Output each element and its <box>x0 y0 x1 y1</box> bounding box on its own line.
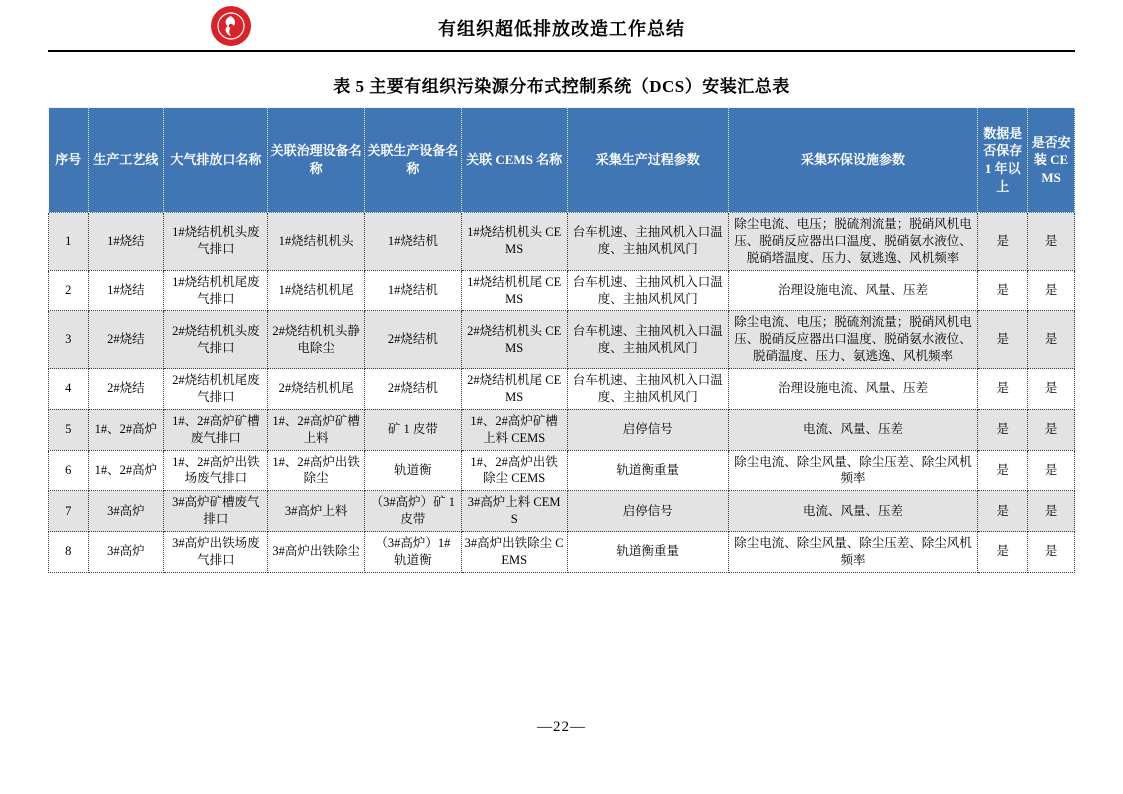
cell-has-cems: 是 <box>1028 369 1075 410</box>
company-logo-icon <box>211 6 251 46</box>
cell-production-line: 1#烧结 <box>88 213 164 271</box>
cell-treatment-equipment: 1#、2#高炉出铁除尘 <box>268 450 365 491</box>
cell-production-equipment: 轨道衡 <box>364 450 461 491</box>
cell-data-retention: 是 <box>978 270 1028 311</box>
cell-production-equipment: 1#烧结机 <box>364 213 461 271</box>
cell-no: 2 <box>49 270 89 311</box>
cell-production-equipment: 1#烧结机 <box>364 270 461 311</box>
cell-treatment-equipment: 1#烧结机机头 <box>268 213 365 271</box>
column-header-data-retention: 数据是否保存 1 年以上 <box>978 108 1028 213</box>
cell-cems-name: 3#高炉上料 CEMS <box>461 491 567 532</box>
cell-has-cems: 是 <box>1028 409 1075 450</box>
cell-cems-name: 1#、2#高炉矿槽上料 CEMS <box>461 409 567 450</box>
cell-has-cems: 是 <box>1028 450 1075 491</box>
cell-treatment-equipment: 2#烧结机机头静电除尘 <box>268 311 365 369</box>
cell-cems-name: 1#烧结机机头 CEMS <box>461 213 567 271</box>
cell-treatment-equipment: 2#烧结机机尾 <box>268 369 365 410</box>
cell-has-cems: 是 <box>1028 213 1075 271</box>
cell-outlet-name: 1#、2#高炉出铁场废气排口 <box>164 450 268 491</box>
cell-env-params: 除尘电流、除尘风量、除尘压差、除尘风机频率 <box>728 450 977 491</box>
cell-has-cems: 是 <box>1028 491 1075 532</box>
cell-env-params: 治理设施电流、风量、压差 <box>728 270 977 311</box>
cell-env-params: 治理设施电流、风量、压差 <box>728 369 977 410</box>
cell-env-params: 除尘电流、除尘风量、除尘压差、除尘风机频率 <box>728 532 977 573</box>
cell-production-line: 2#烧结 <box>88 369 164 410</box>
column-header-cems-name: 关联 CEMS 名称 <box>461 108 567 213</box>
cell-outlet-name: 3#高炉出铁场废气排口 <box>164 532 268 573</box>
cell-outlet-name: 2#烧结机机尾废气排口 <box>164 369 268 410</box>
cell-data-retention: 是 <box>978 409 1028 450</box>
cell-treatment-equipment: 3#高炉出铁除尘 <box>268 532 365 573</box>
page-header <box>48 0 1075 56</box>
dcs-summary-table <box>48 107 1075 573</box>
cell-treatment-equipment: 1#、2#高炉矿槽上料 <box>268 409 365 450</box>
column-header-process-params: 采集生产过程参数 <box>567 108 728 213</box>
cell-cems-name: 2#烧结机机头 CEMS <box>461 311 567 369</box>
cell-data-retention: 是 <box>978 213 1028 271</box>
column-header-treatment-equipment: 关联治理设备名称 <box>268 108 365 213</box>
header-divider <box>48 50 1075 52</box>
cell-outlet-name: 3#高炉矿槽废气排口 <box>164 491 268 532</box>
table-row <box>49 532 1075 573</box>
cell-production-equipment: 矿 1 皮带 <box>364 409 461 450</box>
cell-no: 4 <box>49 369 89 410</box>
cell-production-line: 1#、2#高炉 <box>88 450 164 491</box>
cell-env-params: 电流、风量、压差 <box>728 491 977 532</box>
cell-outlet-name: 1#、2#高炉矿槽废气排口 <box>164 409 268 450</box>
cell-process-params: 轨道衡重量 <box>567 450 728 491</box>
cell-env-params: 电流、风量、压差 <box>728 409 977 450</box>
cell-no: 7 <box>49 491 89 532</box>
cell-cems-name: 2#烧结机机尾 CEMS <box>461 369 567 410</box>
cell-no: 8 <box>49 532 89 573</box>
cell-process-params: 台车机速、主抽风机入口温度、主抽风机风门 <box>567 369 728 410</box>
table-header-row <box>49 108 1075 213</box>
cell-cems-name: 3#高炉出铁除尘 CEMS <box>461 532 567 573</box>
table-caption: 表 5 主要有组织污染源分布式控制系统（DCS）安装汇总表 <box>333 77 790 96</box>
cell-production-equipment: 2#烧结机 <box>364 311 461 369</box>
cell-data-retention: 是 <box>978 532 1028 573</box>
column-header-has-cems: 是否安装 CEMS <box>1028 108 1075 213</box>
column-header-production-line: 生产工艺线 <box>88 108 164 213</box>
cell-production-line: 2#烧结 <box>88 311 164 369</box>
cell-cems-name: 1#烧结机机尾 CEMS <box>461 270 567 311</box>
cell-data-retention: 是 <box>978 311 1028 369</box>
cell-env-params: 除尘电流、电压；脱硫剂流量；脱硝风机电压、脱硝反应器出口温度、脱硝氨水液位、脱硝塔温度、压力、氨逃逸、风机频率 <box>728 213 977 271</box>
cell-treatment-equipment: 3#高炉上料 <box>268 491 365 532</box>
cell-env-params: 除尘电流、电压；脱硫剂流量；脱硝风机电压、脱硝反应器出口温度、脱硝氨水液位、脱硝温度、压力、氨逃逸、风机频率 <box>728 311 977 369</box>
page-number: —22— <box>537 719 586 735</box>
cell-production-line: 3#高炉 <box>88 532 164 573</box>
cell-has-cems: 是 <box>1028 532 1075 573</box>
cell-no: 3 <box>49 311 89 369</box>
table-row <box>49 491 1075 532</box>
cell-data-retention: 是 <box>978 369 1028 410</box>
cell-production-equipment: （3#高炉）矿 1 皮带 <box>364 491 461 532</box>
cell-data-retention: 是 <box>978 450 1028 491</box>
header-title: 有组织超低排放改造工作总结 <box>438 19 685 39</box>
table-row <box>49 409 1075 450</box>
cell-outlet-name: 1#烧结机机尾废气排口 <box>164 270 268 311</box>
table-row <box>49 213 1075 271</box>
cell-has-cems: 是 <box>1028 270 1075 311</box>
column-header-env-params: 采集环保设施参数 <box>728 108 977 213</box>
cell-data-retention: 是 <box>978 491 1028 532</box>
table-row <box>49 270 1075 311</box>
cell-outlet-name: 2#烧结机机头废气排口 <box>164 311 268 369</box>
column-header-outlet-name: 大气排放口名称 <box>164 108 268 213</box>
cell-process-params: 启停信号 <box>567 409 728 450</box>
cell-process-params: 启停信号 <box>567 491 728 532</box>
cell-outlet-name: 1#烧结机机头废气排口 <box>164 213 268 271</box>
column-header-no: 序号 <box>49 108 89 213</box>
cell-production-line: 1#烧结 <box>88 270 164 311</box>
cell-production-equipment: 2#烧结机 <box>364 369 461 410</box>
cell-production-line: 1#、2#高炉 <box>88 409 164 450</box>
cell-no: 5 <box>49 409 89 450</box>
column-header-production-equipment: 关联生产设备名称 <box>364 108 461 213</box>
cell-process-params: 台车机速、主抽风机入口温度、主抽风机风门 <box>567 270 728 311</box>
cell-no: 1 <box>49 213 89 271</box>
table-row <box>49 369 1075 410</box>
cell-process-params: 台车机速、主抽风机入口温度、主抽风机风门 <box>567 311 728 369</box>
cell-production-equipment: （3#高炉）1# 轨道衡 <box>364 532 461 573</box>
table-row <box>49 450 1075 491</box>
cell-cems-name: 1#、2#高炉出铁除尘 CEMS <box>461 450 567 491</box>
cell-treatment-equipment: 1#烧结机机尾 <box>268 270 365 311</box>
cell-process-params: 轨道衡重量 <box>567 532 728 573</box>
cell-production-line: 3#高炉 <box>88 491 164 532</box>
cell-no: 6 <box>49 450 89 491</box>
cell-process-params: 台车机速、主抽风机入口温度、主抽风机风门 <box>567 213 728 271</box>
cell-has-cems: 是 <box>1028 311 1075 369</box>
table-row <box>49 311 1075 369</box>
